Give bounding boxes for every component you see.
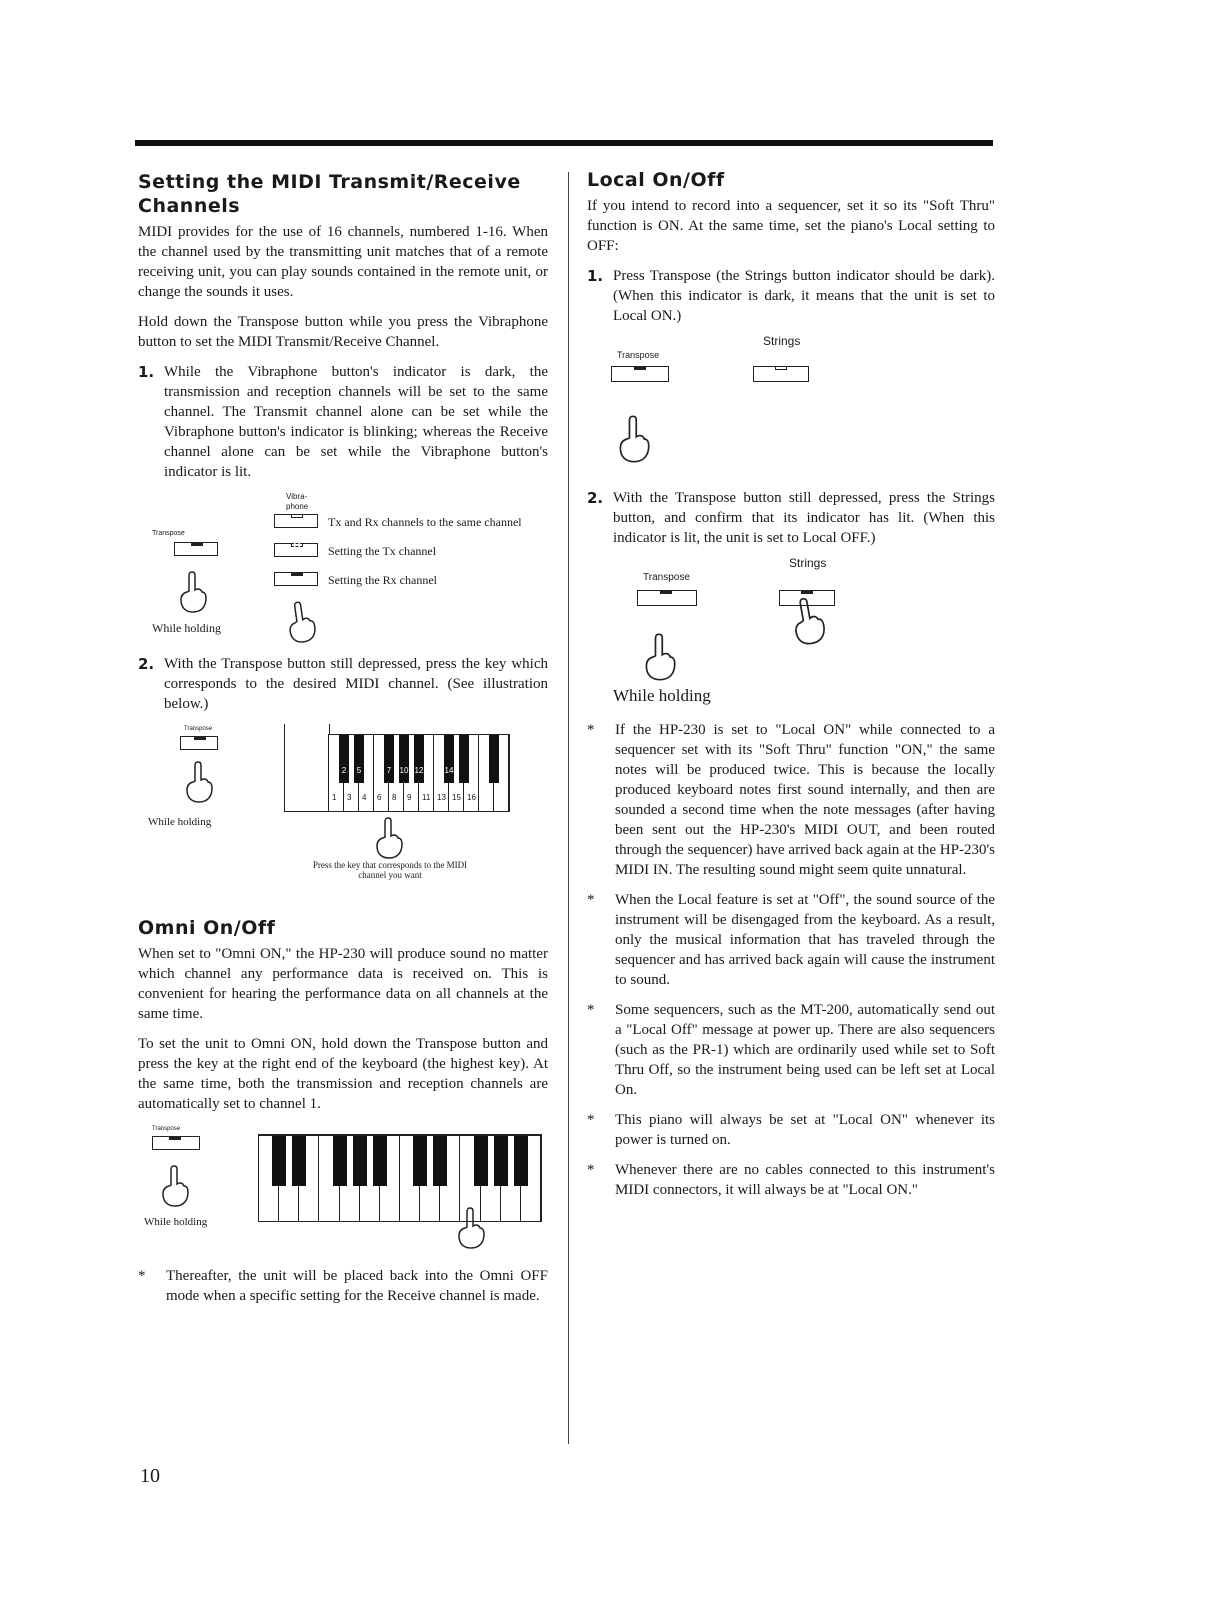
- black-key[interactable]: [433, 1136, 447, 1186]
- transpose-button-icon: [152, 1136, 200, 1150]
- illustration-local-off: Transpose Strings While holding: [587, 558, 995, 708]
- transpose-button-icon: [180, 736, 218, 750]
- notes-list: [587, 720, 995, 1200]
- black-key[interactable]: [272, 1136, 286, 1186]
- key-number: 3: [347, 793, 352, 802]
- illustration-omni: Transpose While holding: [138, 1124, 548, 1254]
- key-number: 8: [392, 793, 397, 802]
- step-2: 2. With the Transpose button still depressed, press the Strings button, and confirm that its indicator has lit. (When this indicator is lit, the unit is set to Local OFF.): [587, 489, 995, 546]
- illustration-vibraphone: Transpose While holding Vibra-phone Tx and Rx channels to the same channel Setting the Tx channel Setting the Rx channel: [138, 492, 548, 642]
- keyboard: [328, 734, 510, 812]
- keyboard-panel: [284, 724, 330, 812]
- key-number: 1: [332, 793, 337, 802]
- hand-icon: [617, 414, 651, 464]
- black-key[interactable]: 10: [399, 735, 410, 783]
- transpose-button-icon: [611, 366, 669, 382]
- paragraph: MIDI provides for the use of 16 channels, numbered 1-16. When the channel used by the transmitting unit matches that of a remote receiving unit, you can play sounds contained in the remote unit, or change the sounds it uses.: [138, 224, 548, 300]
- note: * If the HP-230 is set to "Local ON" while connected to a sequencer set with its "Soft Thru" function "ON," the same notes will be produced twice. This is because the locally produced keyboard notes first sound internally, and then are sounded a second time when the note messages (after having been sent out the HP-230's MIDI OUT, and been routed through the sequencer) have arrived back again at the HP-230's MIDI IN. The resulting sound might seem quite unnatural.: [587, 722, 995, 878]
- heading-omni: Omni On/Off: [138, 917, 276, 939]
- black-key[interactable]: 7: [384, 735, 395, 783]
- black-key[interactable]: 14: [444, 735, 455, 783]
- column-divider: [568, 172, 569, 1444]
- hand-icon: [160, 1164, 190, 1208]
- step-1: 1. While the Vibraphone button's indicator is dark, the transmission and reception channels will be set to the same channel. The Transmit channel alone can be set while the Vibraphone button's indicator is blinking; whereas the Receive channel alone can be set while the Vibraphone button's indicator is lit.: [138, 363, 548, 480]
- note: * Whenever there are no cables connected to this instrument's MIDI connectors, it will always be at "Local ON.": [587, 1162, 995, 1198]
- hand-icon: [374, 816, 404, 860]
- paragraph: When set to "Omni ON," the HP-230 will produce sound no matter which channel any performance data is received on. This is convenient for hearing the performance data on all channels at the same time.: [138, 946, 548, 1022]
- note: * Thereafter, the unit will be placed back into the Omni OFF mode when a specific setting for the Receive channel is made.: [138, 1268, 548, 1304]
- transpose-button-icon: [174, 542, 218, 556]
- note: * This piano will always be set at "Local ON" whenever its power is turned on.: [587, 1112, 995, 1148]
- strings-button-icon: [753, 366, 809, 382]
- hand-icon: [178, 570, 208, 614]
- vibraphone-button-dark-icon: [274, 514, 318, 528]
- note: * When the Local feature is set at "Off", the sound source of the instrument will be disengaged from the keyboard. As a result, only the musical information that has traveled through the sequencer and has arrived back again will cause the instrument to sound.: [587, 892, 995, 988]
- paragraph: To set the unit to Omni ON, hold down the Transpose button and press the key at the right end of the keyboard (the highest key). At the same time, both the transmission and reception channels are automatically set to channel 1.: [138, 1036, 548, 1112]
- hand-icon: [643, 632, 677, 682]
- key-number: 13: [437, 793, 446, 802]
- key-number: 6: [377, 793, 382, 802]
- black-key[interactable]: 5: [354, 735, 365, 783]
- black-key[interactable]: [413, 1136, 427, 1186]
- black-key[interactable]: 2: [339, 735, 350, 783]
- key-number: 16: [467, 793, 476, 802]
- black-key[interactable]: 12: [414, 735, 425, 783]
- left-column: [138, 170, 548, 1316]
- key-number: 15: [452, 793, 461, 802]
- black-key[interactable]: [494, 1136, 508, 1186]
- page-number: 10: [140, 1465, 160, 1487]
- note: * Some sequencers, such as the MT-200, automatically send out a "Local Off" message at power up. There are also sequencers (such as the PR-1) which are ordinarily used while set to Soft Thru Off, so the instrument being used can be left set at Local On.: [587, 1002, 995, 1098]
- black-key[interactable]: [489, 735, 500, 783]
- hand-icon: [184, 760, 214, 804]
- paragraph: If you intend to record into a sequencer, set it so its "Soft Thru" function is ON. At the same time, set the piano's Local setting to OFF:: [587, 198, 995, 254]
- heading-local: Local On/Off: [587, 169, 725, 191]
- right-column: [587, 168, 995, 1210]
- vibraphone-button-blinking-icon: [274, 543, 318, 557]
- black-key[interactable]: [474, 1136, 488, 1186]
- illustration-local-on: Transpose Strings: [587, 336, 995, 476]
- black-key[interactable]: [292, 1136, 306, 1186]
- top-rule: [135, 140, 993, 146]
- black-key[interactable]: [459, 735, 470, 783]
- step-1: 1. Press Transpose (the Strings button indicator should be dark). (When this indicator is dark, it means that the unit is set to Local ON.): [587, 267, 995, 324]
- illustration-channel-keys: Transpose While holding 1 3 4 6 8 9 11 13 15 16 2 5 7 10 12 14 Press the key that corresponds to the MIDI channel you want: [138, 724, 548, 904]
- black-key[interactable]: [514, 1136, 528, 1186]
- key-number: 4: [362, 793, 367, 802]
- paragraph: Hold down the Transpose button while you press the Vibraphone button to set the MIDI Transmit/Receive Channel.: [138, 314, 548, 350]
- black-key[interactable]: [333, 1136, 347, 1186]
- vibraphone-button-lit-icon: [274, 572, 318, 586]
- transpose-button-icon: [637, 590, 697, 606]
- hand-icon: [456, 1206, 486, 1250]
- hand-icon: [283, 598, 319, 646]
- heading-midi-channels: Setting the MIDI Transmit/Receive Channels: [138, 171, 521, 217]
- keyboard: [258, 1134, 542, 1222]
- key-number: 11: [422, 793, 431, 802]
- black-key[interactable]: [353, 1136, 367, 1186]
- step-2: 2. With the Transpose button still depressed, press the key which corresponds to the desired MIDI channel. (See illustration below.): [138, 655, 548, 712]
- black-key[interactable]: [373, 1136, 387, 1186]
- key-number: 9: [407, 793, 412, 802]
